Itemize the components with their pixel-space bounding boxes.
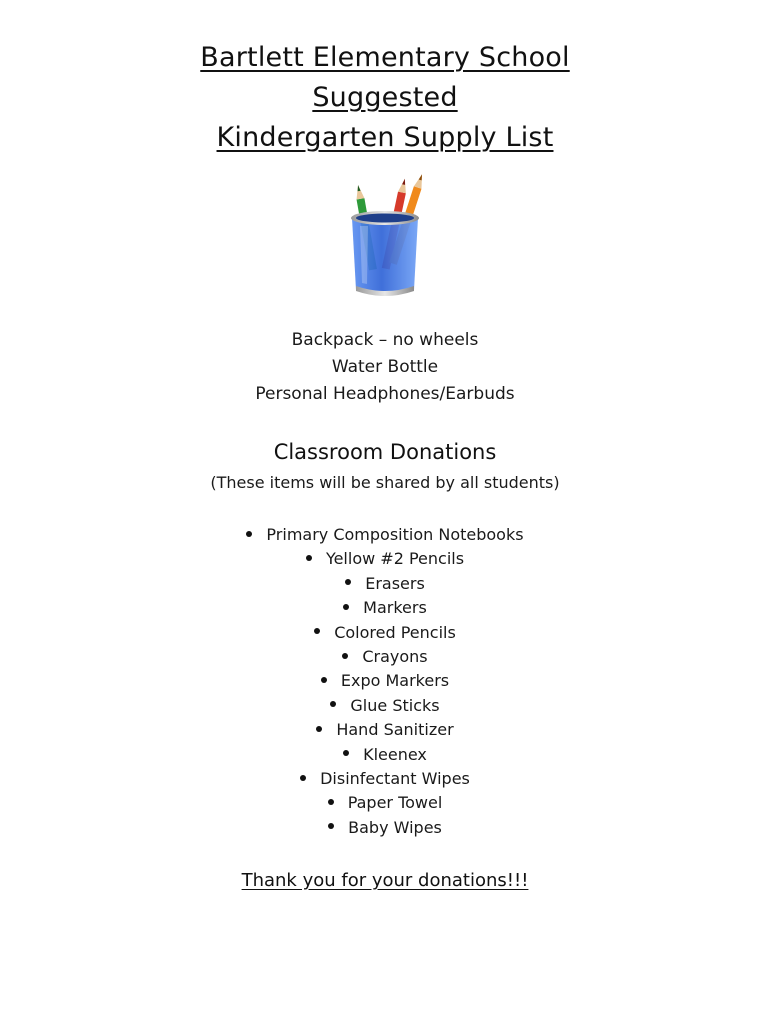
list-item [0,523,770,547]
donation-list [0,523,770,840]
donation-item-label: Yellow #2 Pencils [325,549,465,569]
list-item [0,767,770,791]
pencil-cup-icon [340,170,430,300]
bullet-icon [345,579,351,585]
thank-you-note: Thank you for your donations!!! [241,870,529,891]
list-item [0,718,770,742]
bullet-icon [328,799,334,805]
donation-item-label: Disinfectant Wipes [320,769,470,789]
title-line-suggested: Suggested [312,82,458,113]
list-item [0,547,770,571]
bullet-icon [300,775,306,781]
bullet-icon [328,823,334,829]
essential-item: Backpack – no wheels [291,330,479,350]
essentials-list [0,327,770,408]
donation-item-label: Colored Pencils [334,622,456,642]
document-title [0,38,770,158]
list-item [0,816,770,840]
donation-item-label: Markers [363,598,427,618]
essential-item: Water Bottle [331,357,439,377]
bullet-icon [342,653,348,659]
list-item [0,645,770,669]
list-item [0,621,770,645]
donations-subtitle: (These items will be shared by all students) [210,473,560,492]
title-line-school: Bartlett Elementary School [200,42,570,73]
bullet-icon [330,701,336,707]
bullet-icon [246,531,252,537]
donation-item-label: Baby Wipes [348,817,442,837]
donation-item-label: Erasers [365,573,425,593]
donation-item-label: Paper Towel [347,793,443,813]
bullet-icon [343,750,349,756]
bullet-icon [316,726,322,732]
bullet-icon [306,555,312,561]
list-item [0,572,770,596]
bullet-icon [343,604,349,610]
donation-item-label: Primary Composition Notebooks [266,525,524,544]
donation-item-label: Glue Sticks [350,695,440,715]
donation-item-label: Hand Sanitizer [336,720,454,740]
list-item [0,743,770,767]
title-line-list: Kindergarten Supply List [216,122,554,153]
list-item [0,669,770,693]
list-item [0,791,770,815]
donations-heading: Classroom Donations [273,440,497,464]
bullet-icon [321,677,327,683]
list-item [0,694,770,718]
donation-item-label: Expo Markers [340,671,450,691]
donation-item-label: Crayons [362,647,428,667]
donation-item-label: Kleenex [363,744,427,764]
bullet-icon [314,628,320,634]
list-item [0,596,770,620]
essential-item: Personal Headphones/Earbuds [255,384,515,404]
